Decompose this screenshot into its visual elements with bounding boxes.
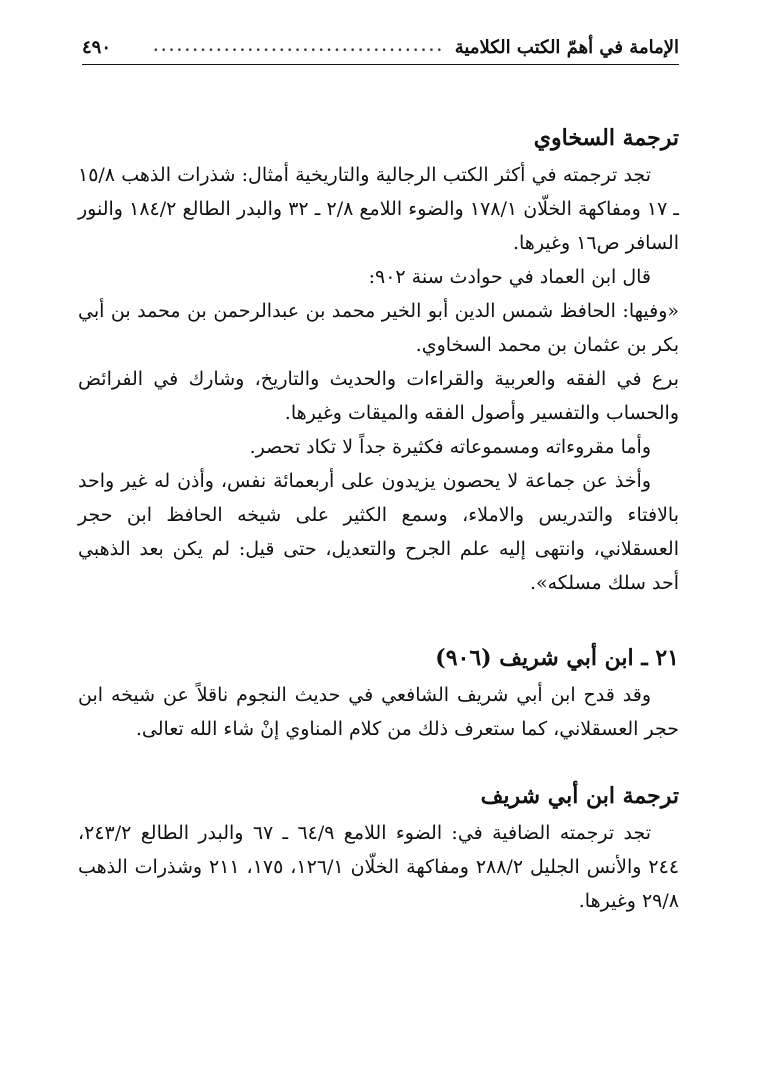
header-leader-dots: ..................................... — [153, 39, 445, 55]
paragraph-biography-sources: تجد ترجمته الضافية في: الضوء اللامع ٦٤/٩ ـ ٦٧ والبدر الطالع ٢٤٣/٢، ٢٤٤ والأنس الجليل ٢٨٨/٢ ومفاكهة الخلّان ١٢٦/١، ١٧٥، ٢١١ وشذرات الذهب ٢٩/٨ وغيرها. — [78, 822, 680, 912]
paragraph-ibn-al-imad: قال ابن العماد في حوادث سنة ٩٠٢: — [368, 266, 651, 288]
section-heading-biography: ترجمة ابن أبي شريف — [480, 783, 679, 809]
paragraph-quote-start: «وفيها: الحافظ شمس الدين أبو الخير محمد بن عبدالرحمن بن محمد بن أبي بكر بن عثمان بن محمد السخاوي. — [78, 300, 679, 356]
page-body — [78, 118, 679, 918]
running-header — [82, 30, 679, 65]
section-heading-sakhawi: ترجمة السخاوي — [533, 125, 679, 151]
paragraph-expertise: برع في الفقه والعربية والقراءات والحديث والتاريخ، وشارك في الفرائض والحساب والتفسير وأصول الفقه والميقات وغيرها. — [78, 368, 679, 424]
paragraph-ibn-abi-sharif: وقد قدح ابن أبي شريف الشافعي في حديث النجوم ناقلاً عن شيخه ابن حجر العسقلاني، كما ستعرف ذلك من كلام المناوي إنْ شاء الله تعالى. — [78, 684, 679, 740]
section-heading-ibn-abi-sharif: ٢١ ـ ابن أبي شريف (٩٠٦) — [435, 645, 679, 671]
paragraph-readings: وأما مقروءاته ومسموعاته فكثيرة جداً لا تكاد تحصر. — [249, 436, 651, 458]
page-number: ٤٩٠ — [82, 36, 112, 58]
header-title: الإمامة في أهمّ الكتب الكلامية — [454, 36, 679, 58]
paragraph-teachers: وأخذ عن جماعة لا يحصون يزيدون على أربعمائة نفس، وأذن له غير واحد بالافتاء والتدريس والاملاء، وسمع الكثير على شيخه الحافظ ابن حجر العسقلاني، وانتهى إليه علم الجرح والتعديل، حتى قيل: لم يكن بعد الذهبي أحد سلك مسلكه». — [78, 470, 679, 594]
paragraph-sources: تجد ترجمته في أكثر الكتب الرجالية والتاريخية أمثال: شذرات الذهب ١٥/٨ ـ ١٧ ومفاكهة الخلّان ١٧٨/١ والضوء اللامع ٢/٨ ـ ٣٢ والبدر الطالع ١٨٤/٢ والنور السافر ص١٦ وغيرها. — [78, 164, 679, 254]
